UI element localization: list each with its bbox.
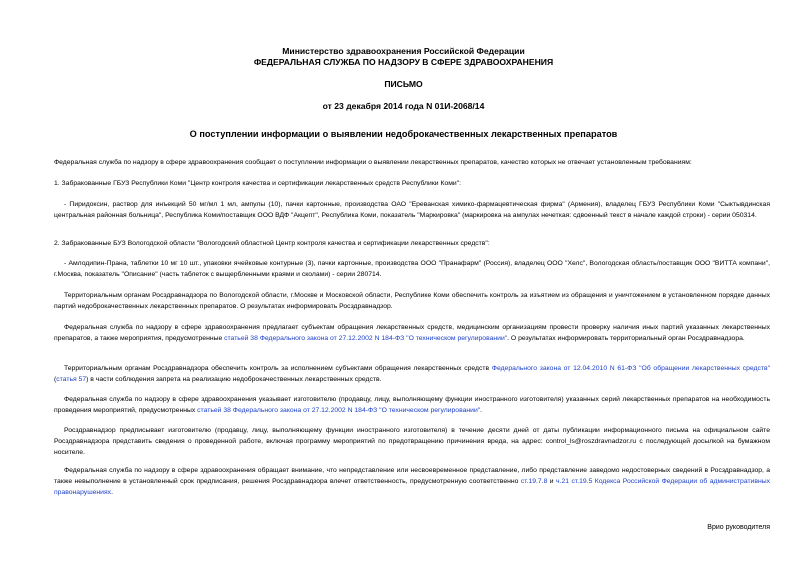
article-57-link[interactable]: статья 57 [56,376,87,383]
paragraph-law-control-text-a: Территориальным органам Росздравнадзора обеспечить контроль за исполнением субъектами обращения лекарственных средств [64,365,492,372]
service-name: ФЕДЕРАЛЬНАЯ СЛУЖБА ПО НАДЗОРУ В СФЕРЕ ЗДРАВООХРАНЕНИЯ [253,57,554,67]
doc-title: О поступлении информации о выявлении недоброкачественных лекарственных препаратов [189,129,618,139]
paragraph-law-control [54,363,770,385]
koap-19-5-link[interactable]: ч.21 ст.19.5 Кодекса Российской Федерации об административных правонарушениях [54,478,771,496]
signature-label: Врио руководителя [707,524,770,531]
paragraph-item-1: 1. Забракованные ГБУЗ Республики Коми "Центр контроля качества и сертификации лекарственных средств Республики Коми": [54,180,461,187]
paragraph-proposal-text-a: Федеральная служба по надзору в сфере здравоохранения предлагает субъектам обращения лекарственных средств, медицинским организациям провести проверку наличия иных партий указанных лекарственных препаратов, а также мероприятия, предусмотренные [54,324,770,342]
paragraph-law-control-paren: ( [54,376,57,383]
law-184-link-2[interactable]: статьей 38 Федерального закона от 27.12.2002 N 184-ФЗ "О техническом регулировании" [197,407,481,414]
paragraph-prescription: Росздравнадзор предписывает изготовителю (продавцу, лицу, выполняющему функции иностранного изготовителя) в течение десяти дней от даты публикации информационного письма на официальном сайте Росздравнадзора представить сведения о проведенной работе, включая программу мероприятий по предотвращению причинения вреда, на адрес: control_ls@roszdravnadzor.ru с последующей досылкой на бумажном носителе. [54,427,770,456]
paragraph-item-1-detail: - Пиридоксин, раствор для инъекций 50 мг/мл 1 мл, ампулы (10), пачки картонные, производства ОАО "Ереванская химико-фармацевтическая фирма" (Армения), владелец ГБУЗ Республики Коми "Сыктывдинская центральная районная больница", Республика Коми/поставщик ООО ВДФ "Акцепт", Республика Коми, показатель "Маркировка" (маркировка на ампулах нечеткая: сдвоенный текст в начале каждой строки) - серии 050314. [54,201,770,219]
doc-type: ПИСЬМО [384,79,423,89]
paragraph-manufacturer-text-b: . [480,407,483,414]
ministry-name: Министерство здравоохранения Российской Федерации [282,46,525,56]
paragraph-proposal [54,322,770,344]
paragraph-intro: Федеральная служба по надзору в сфере здравоохранения сообщает о поступлении информации о выявлении лекарственных препаратов, качество которых не отвечает установленным требованиям: [54,159,692,166]
paragraph-item-2: 2. Забракованные БУЗ Вологодской области "Вологодский областной Центр контроля качества и сертификации лекарственных средств": [54,240,490,247]
paragraph-item-2-detail: - Амлодипин-Прана, таблетки 10 мг 10 шт., упаковки ячейковые контурные (3), пачки картонные, производства ООО "Пранафарм" (Россия), владелец ООО "Хелс", Вологодская область/поставщик ООО "ВИТТА компани", г.Москва, показатель "Описание" (часть таблеток с выщербленными краями и сколами) - серии 280714. [54,260,770,278]
paragraph-territorial-control: Территориальным органам Росздравнадзора по Вологодской области, г.Москве и Московской области, Республике Коми обеспечить контроль за изъятием из обращения и уничтожением в установленном порядке данных партий недоброкачественных лекарственных препаратов. О результатах информировать Росздравнадзор. [54,292,770,310]
law-184-link[interactable]: статьей 38 Федерального закона от 27.12.2002 N 184-ФЗ "О техническом регулировании" [224,335,508,342]
doc-date-number: от 23 декабря 2014 года N 01И-2068/14 [322,101,485,111]
paragraph-law-control-text-b: ) в части соблюдения запрета на реализацию недоброкачественных лекарственных средств. [86,376,382,383]
paragraph-manufacturer-text-a: Федеральная служба по надзору в сфере здравоохранения указывает изготовителю (продавцу, лицу, выполняющему функции иностранного изготовителя) указанных серий лекарственных препаратов на необходимость проведения мероприятий, предусмотренных [54,396,770,414]
paragraph-responsibility-and: и [547,478,557,485]
law-61-link[interactable]: Федерального закона от 12.04.2010 N 61-ФЗ "Об обращении лекарственных средств" [491,365,770,372]
paragraph-responsibility-text-a: Федеральная служба по надзору в сфере здравоохранения обращает внимание, что непредставление или несвоевременное представление, либо представление заведомо недостоверных сведений в Росздравнадзор, а также невыполнение в установленный срок предписания, решения Росздравнадзора влечет ответственность, предусмотренную соответственно [54,467,770,485]
paragraph-responsibility [54,465,770,498]
paragraph-responsibility-text-b: . [111,489,113,496]
article-19-7-8-link[interactable]: ст.19.7.8 [520,478,548,485]
paragraph-proposal-text-b: . О результатах информировать территориальный орган Росздравнадзора. [507,335,745,342]
paragraph-manufacturer-notice [54,394,770,416]
